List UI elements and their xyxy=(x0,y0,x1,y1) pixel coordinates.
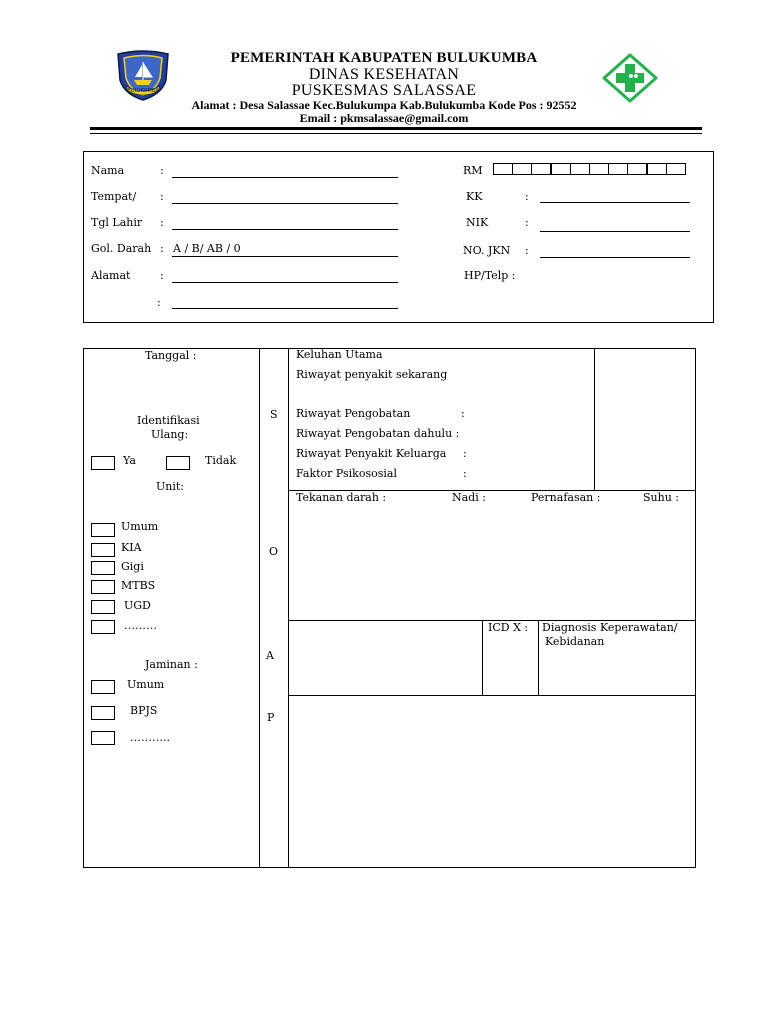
label-riwayat-sekarang: Riwayat penyakit sekarang xyxy=(296,368,448,381)
unit-umum: Umum xyxy=(121,520,159,533)
label-hp-telp: HP/Telp : xyxy=(464,269,516,282)
soap-divider-left xyxy=(259,348,260,868)
label-jaminan: Jaminan : xyxy=(145,658,198,671)
soap-letter-s: S xyxy=(270,408,278,421)
header-address: Alamat : Desa Salassae Kec.Bulukumpa Kab.Bulukumba Kode Pos : 92552 xyxy=(191,98,577,112)
header-email: Email : pkmsalassae@gmail.com xyxy=(299,111,469,125)
label-suhu: Suhu : xyxy=(643,491,679,504)
colon: : xyxy=(463,447,467,460)
rm-digit-cell[interactable] xyxy=(551,163,571,175)
checkbox-jaminan-other[interactable] xyxy=(91,731,115,745)
tempat-field[interactable] xyxy=(172,203,398,204)
label-icd-x: ICD X : xyxy=(488,621,529,634)
colon: : xyxy=(525,216,529,229)
label-nama: Nama xyxy=(91,164,125,177)
label-tekanan-darah: Tekanan darah : xyxy=(296,491,387,504)
rm-digit-cell[interactable] xyxy=(666,163,686,175)
alamat-field-1[interactable] xyxy=(172,282,398,283)
rm-digit-cell[interactable] xyxy=(531,163,551,175)
colon: : xyxy=(160,242,164,255)
no-jkn-field[interactable] xyxy=(540,257,690,258)
colon: : xyxy=(160,269,164,282)
unit-mtbs: MTBS xyxy=(121,579,156,592)
rm-digit-cell[interactable] xyxy=(589,163,609,175)
label-pernafasan: Pernafasan : xyxy=(531,491,601,504)
label-kk: KK xyxy=(466,190,483,203)
colon: : xyxy=(157,296,161,309)
checkbox-unit-ugd[interactable] xyxy=(91,600,115,614)
label-keluhan-utama: Keluhan Utama xyxy=(296,348,383,361)
label-identifikasi: Identifikasi xyxy=(137,414,200,427)
checkbox-jaminan-bpjs[interactable] xyxy=(91,706,115,720)
unit-other: ……… xyxy=(124,619,157,632)
label-riwayat-pengobatan: Riwayat Pengobatan xyxy=(296,407,411,420)
header-government: PEMERINTAH KABUPATEN BULUKUMBA xyxy=(230,50,538,66)
nik-field[interactable] xyxy=(540,231,690,232)
colon: : xyxy=(525,244,529,257)
rm-digit-cell[interactable] xyxy=(647,163,667,175)
colon: : xyxy=(160,190,164,203)
checkbox-unit-kia[interactable] xyxy=(91,543,115,557)
colon: : xyxy=(461,407,465,420)
label-ulang: Ulang: xyxy=(151,428,189,441)
checkbox-jaminan-umum[interactable] xyxy=(91,680,115,694)
soap-letter-a: A xyxy=(266,649,274,662)
jaminan-bpjs: BPJS xyxy=(130,704,158,717)
label-rm: RM xyxy=(463,164,483,177)
label-diagnosis-2: Kebidanan xyxy=(545,635,605,648)
header-department: DINAS KESEHATAN xyxy=(308,66,460,83)
gol-darah-options: A / B/ AB / 0 xyxy=(173,242,241,255)
gol-darah-field[interactable] xyxy=(172,256,398,257)
label-riwayat-keluarga: Riwayat Penyakit Keluarga xyxy=(296,447,447,460)
soap-letter-p: P xyxy=(267,711,275,724)
alamat-field-2[interactable] xyxy=(172,308,398,309)
label-tempat: Tempat/ xyxy=(91,190,137,203)
a-divider-1 xyxy=(482,620,483,695)
label-nadi: Nadi : xyxy=(452,491,486,504)
s-side-divider xyxy=(594,348,595,490)
kk-field[interactable] xyxy=(540,202,690,203)
label-gol-darah: Gol. Darah xyxy=(91,242,152,255)
label-tanggal: Tanggal : xyxy=(145,349,197,362)
regency-logo-text: BULUKUMBA xyxy=(127,88,159,94)
colon: : xyxy=(160,216,164,229)
label-unit: Unit: xyxy=(156,480,184,493)
soap-divider-letters xyxy=(288,348,289,868)
colon: : xyxy=(160,164,164,177)
label-diagnosis-1: Diagnosis Keperawatan/ xyxy=(542,621,678,634)
label-tidak: Tidak xyxy=(205,454,237,467)
label-faktor-psikososial: Faktor Psikososial xyxy=(296,467,397,480)
label-alamat: Alamat xyxy=(91,269,131,282)
colon: : xyxy=(525,190,529,203)
rm-digit-cell[interactable] xyxy=(627,163,647,175)
colon: : xyxy=(463,467,467,480)
nama-field[interactable] xyxy=(172,177,398,178)
unit-gigi: Gigi xyxy=(121,560,144,573)
a-p-divider xyxy=(288,695,696,696)
rm-digit-cell[interactable] xyxy=(570,163,590,175)
label-ya: Ya xyxy=(123,454,136,467)
label-nik: NIK xyxy=(466,216,489,229)
header-puskesmas: PUSKESMAS SALASSAE xyxy=(291,82,477,99)
checkbox-unit-gigi[interactable] xyxy=(91,561,115,575)
rm-digit-cell[interactable] xyxy=(512,163,532,175)
label-riwayat-pengobatan-dahulu: Riwayat Pengobatan dahulu : xyxy=(296,427,460,440)
rm-digit-cell[interactable] xyxy=(608,163,628,175)
label-tgl-lahir: Tgl Lahir xyxy=(91,216,143,229)
header-divider-thin xyxy=(90,133,702,134)
unit-ugd: UGD xyxy=(124,599,151,612)
checkbox-unit-mtbs[interactable] xyxy=(91,580,115,594)
a-divider-2 xyxy=(538,620,539,695)
checkbox-ya[interactable] xyxy=(91,456,115,470)
soap-letter-o: O xyxy=(269,545,279,558)
jaminan-umum: Umum xyxy=(127,678,165,691)
rm-digit-cell[interactable] xyxy=(493,163,513,175)
checkbox-tidak[interactable] xyxy=(166,456,190,470)
jaminan-other: ……….. xyxy=(130,731,170,744)
tgl-lahir-field[interactable] xyxy=(172,229,398,230)
header-divider-thick xyxy=(90,127,702,130)
checkbox-unit-other[interactable] xyxy=(91,620,115,634)
unit-kia: KIA xyxy=(121,541,142,554)
checkbox-unit-umum[interactable] xyxy=(91,523,115,537)
label-no-jkn: NO. JKN xyxy=(463,244,511,257)
